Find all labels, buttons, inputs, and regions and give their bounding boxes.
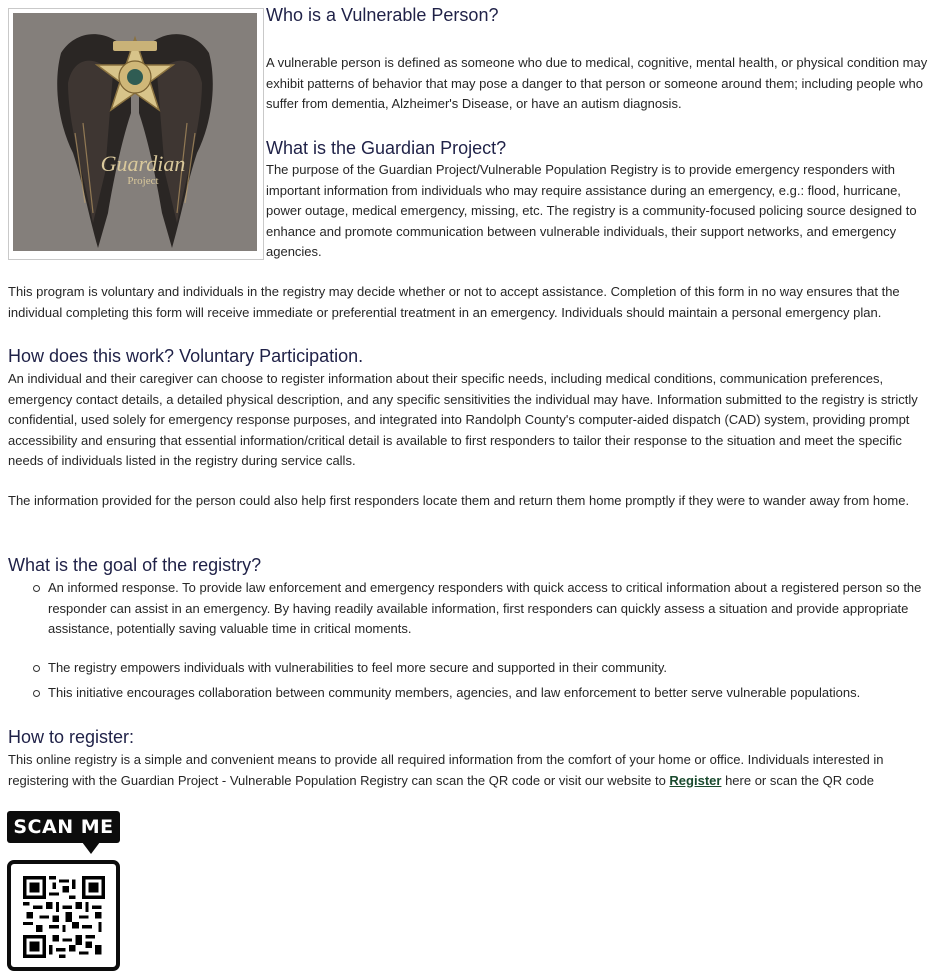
goal-list [8,578,928,704]
logo-sub-text: Project [127,175,159,187]
register-text [8,750,930,791]
heading-how-it-works: How does this work? Voluntary Participation. [8,346,364,366]
heading-guardian-project: What is the Guardian Project? [266,138,507,158]
voluntary-note-text: This program is voluntary and individuals in the registry may decide whether or not to accept assistance. Completion of this form in no way ensures that the individual completing this form will receive immediate or preferential treatment in an emergency. Individuals should maintain a personal emergency plan. [8,284,900,320]
heading-how-to-register: How to register: [8,727,135,747]
heading-vulnerable-person: Who is a Vulnerable Person? [266,5,499,25]
logo-script-text: Guardian [100,151,186,176]
list-item: An informed response. To provide law enforcement and emergency responders with quick access to critical information about a registered person so the responder can assist in an emergency. By having readily available information, first responders can quickly assess a situation and provide appropriate assistance, potentially saving valuable time in critical moments. [48,578,928,640]
heading-registry-goal: What is the goal of the registry? [8,555,262,575]
winged-badge-icon [13,13,257,251]
qr-code-icon [23,876,105,958]
scan-me-badge: SCAN ME [7,811,120,843]
guardian-project-logo [8,8,264,260]
list-item: The registry empowers individuals with vulnerabilities to feel more secure and supported in their community. [48,658,928,679]
how-it-works-text: An individual and their caregiver can choose to register information about their specific needs, including medical conditions, communication preferences, emergency contact details, a detailed physical description, and any specific sensitivities the individual may have. Information submitted to the registry is strictly confidential, used solely for emergency response purposes, and integrated into Randolph County's computer-aided dispatch (CAD) system, providing prompt accessibility and ensuring that essential information/critical detail is available to first responders to tailor their response to the situation and meet the specific needs of individuals listed in the registry during service calls. [8,371,918,468]
qr-code[interactable] [7,860,120,971]
register-text-after: here or scan the QR code [721,772,874,788]
guardian-project-text: The purpose of the Guardian Project/Vulnerable Population Registry is to provide emergency responders with important information from individuals who may require assistance during an emergency, e.g.: flood, hurricane, power outage, medical emergency, missing, etc. The registry is a community-focused policing source designed to enhance and promote communication between vulnerable individuals, their support networks, and emergency agencies. [266,162,917,259]
logo-image [13,13,257,251]
list-item: This initiative encourages collaboration between community members, agencies, and law enforcement to better serve vulnerable populations. [48,683,928,704]
register-link[interactable]: Register [669,772,722,788]
register-text-before: This online registry is a simple and convenient means to provide all required information from the comfort of your home or office. Individuals interested in registering with the Guardian Project - Vulnerable Population Registry can scan the QR code or visit our website to [8,752,884,788]
locate-home-text: The information provided for the person could also help first responders locate them and return them home promptly if they were to wander away from home. [8,493,910,508]
vulnerable-person-text: A vulnerable person is defined as someone who due to medical, cognitive, mental health, or physical condition may exhibit patterns of behavior that may pose a danger to that person or someone around them; including people who suffer from dementia, Alzheimer's Disease, or have an autism diagnosis. [266,55,928,111]
scan-me-pointer [82,842,100,854]
